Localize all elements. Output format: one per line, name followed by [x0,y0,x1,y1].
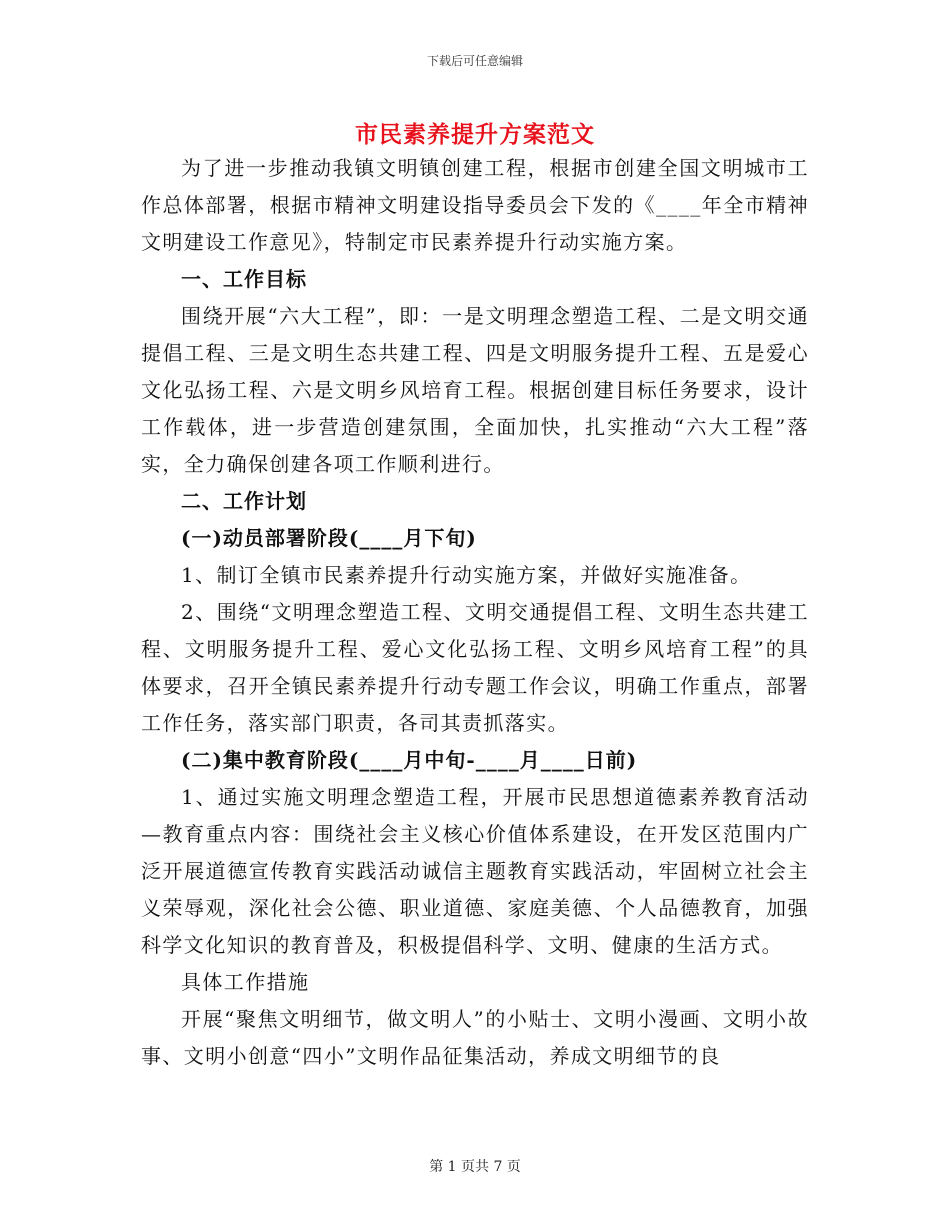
section-heading-plan: 二、工作计划 [181,489,307,513]
subsection-heading-mobilization: (一)动员部署阶段(____月下旬) [181,526,477,550]
measures-paragraph: 开展“聚焦文明细节，做文明人”的小贴士、文明小漫画、文明小故事、文明小创意“四小”文明作品征集活动，养成文明细节的良 [141,1007,809,1068]
intro-paragraph: 为了进一步推动我镇文明镇创建工程，根据市创建全国文明城市工作总体部署，根据市精神文明建设指导委员会下发的《____年全市精神文明建设工作意见》，特制定市民素养提升行动实施方案。 [141,156,809,254]
document-body [141,150,809,1075]
goals-paragraph: 围绕开展“六大工程”，即：一是文明理念塑造工程、二是文明交通提倡工程、三是文明生态共建工程、四是文明服务提升工程、五是爱心文化弘扬工程、六是文明乡风培育工程。根据创建目标任务要求，设计工作载体，进一步营造创建氛围，全面加快，扎实推动“六大工程”落实，全力确保创建各项工作顺利进行。 [141,304,809,476]
document-title: 市民素养提升方案范文 [355,121,595,148]
subsection-heading-education: (二)集中教育阶段(____月中旬-____月____日前) [181,748,638,772]
page-number-footer: 第 1 页共 7 页 [429,1159,521,1175]
mobilization-item-2: 2、围绕“文明理念塑造工程、文明交通提倡工程、文明生态共建工程、文明服务提升工程、爱心文化弘扬工程、文明乡风培育工程”的具体要求，召开全镇民素养提升行动专题工作会议，明确工作重点，部署工作任务，落实部门职责，各司其责抓落实。 [141,600,809,735]
measures-label: 具体工作措施 [181,970,310,994]
mobilization-item-1: 1、制订全镇市民素养提升行动实施方案，并做好实施准备。 [181,563,752,587]
header-note: 下载后可任意编辑 [426,54,523,68]
section-heading-goals: 一、工作目标 [181,267,307,291]
education-item-1: 1、通过实施文明理念塑造工程，开展市民思想道德素养教育活动—教育重点内容：围绕社会主义核心价值体系建设，在开发区范围内广泛开展道德宣传教育实践活动诚信主题教育实践活动，牢固树立社会主义荣辱观，深化社会公德、职业道德、家庭美德、个人品德教育，加强科学文化知识的教育普及，积极提倡科学、文明、健康的生活方式。 [141,785,809,957]
